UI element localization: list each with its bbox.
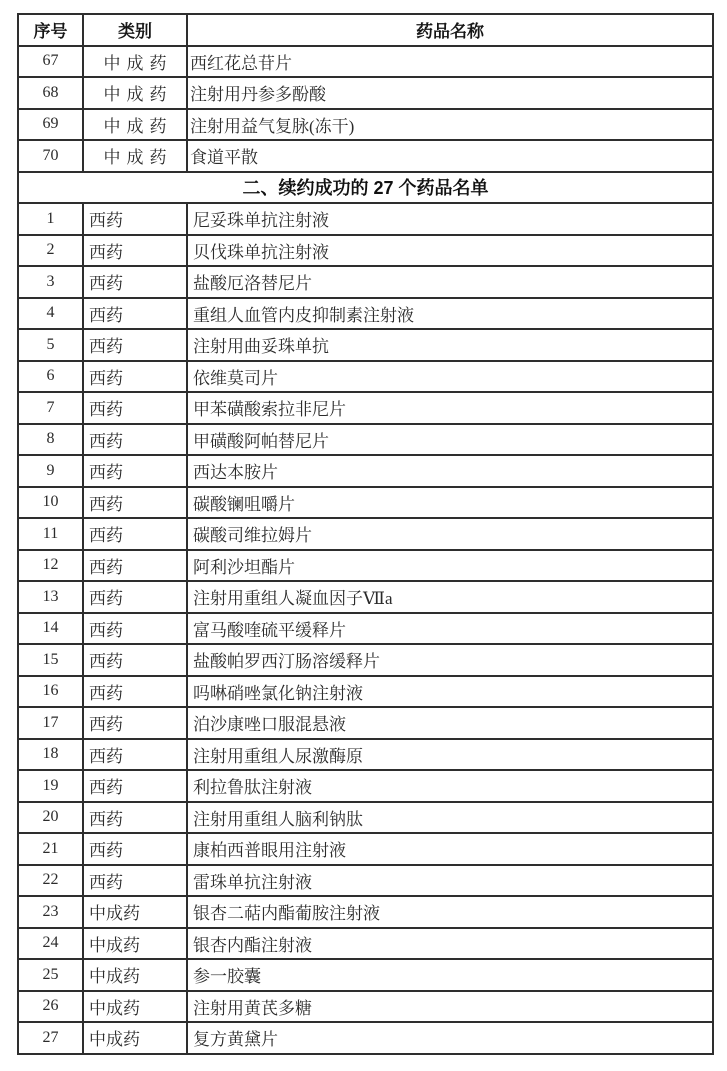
row-drug-name: 利拉鲁肽注射液 (187, 770, 713, 802)
row-drug-name: 西达本胺片 (187, 455, 713, 487)
row-no: 6 (18, 361, 83, 393)
row-category: 西药 (83, 235, 187, 267)
drug-list-table (17, 13, 714, 1055)
row-drug-name: 银杏二萜内酯葡胺注射液 (187, 896, 713, 928)
row-category: 西药 (83, 266, 187, 298)
row-no: 12 (18, 550, 83, 582)
row-drug-name: 贝伐珠单抗注射液 (187, 235, 713, 267)
row-no: 1 (18, 203, 83, 235)
row-drug-name: 西红花总苷片 (187, 46, 713, 78)
row-no: 3 (18, 266, 83, 298)
table-row (18, 518, 713, 550)
row-drug-name: 参一胶囊 (187, 959, 713, 991)
table-row (18, 928, 713, 960)
table-row (18, 266, 713, 298)
row-category: 中成药 (83, 928, 187, 960)
table-row (18, 46, 713, 78)
row-drug-name: 甲磺酸阿帕替尼片 (187, 424, 713, 456)
row-drug-name: 康柏西普眼用注射液 (187, 833, 713, 865)
row-no: 21 (18, 833, 83, 865)
table-row (18, 1022, 713, 1054)
header-row (18, 14, 713, 46)
table-row (18, 802, 713, 834)
row-category: 西药 (83, 581, 187, 613)
table-row (18, 739, 713, 771)
row-drug-name: 碳酸司维拉姆片 (187, 518, 713, 550)
row-drug-name: 注射用重组人尿激酶原 (187, 739, 713, 771)
row-no: 4 (18, 298, 83, 330)
row-drug-name: 注射用重组人凝血因子Ⅶa (187, 581, 713, 613)
table-row (18, 392, 713, 424)
table-row (18, 959, 713, 991)
table-row (18, 235, 713, 267)
table-row (18, 991, 713, 1023)
table-row (18, 203, 713, 235)
row-category: 西药 (83, 487, 187, 519)
row-category: 西药 (83, 392, 187, 424)
row-no: 2 (18, 235, 83, 267)
row-no: 11 (18, 518, 83, 550)
row-drug-name: 碳酸镧咀嚼片 (187, 487, 713, 519)
row-drug-name: 注射用曲妥珠单抗 (187, 329, 713, 361)
table-row (18, 298, 713, 330)
row-no: 24 (18, 928, 83, 960)
row-no: 5 (18, 329, 83, 361)
row-category: 西药 (83, 644, 187, 676)
row-no: 18 (18, 739, 83, 771)
row-no: 7 (18, 392, 83, 424)
section-title-row (18, 172, 713, 204)
table-row (18, 329, 713, 361)
section-title: 二、续约成功的 27 个药品名单 (18, 172, 713, 204)
table-row (18, 770, 713, 802)
row-category: 中成药 (83, 991, 187, 1023)
row-no: 14 (18, 613, 83, 645)
table-row (18, 676, 713, 708)
continued-rows-body (18, 46, 713, 172)
row-no: 19 (18, 770, 83, 802)
row-category: 西药 (83, 298, 187, 330)
row-category: 西药 (83, 455, 187, 487)
row-no: 16 (18, 676, 83, 708)
row-category: 西药 (83, 802, 187, 834)
section-title-body (18, 172, 713, 204)
col-header-no: 序号 (18, 14, 83, 46)
renewal-rows-body (18, 203, 713, 1054)
table-row (18, 109, 713, 141)
row-category: 西药 (83, 833, 187, 865)
table-row (18, 833, 713, 865)
row-no: 8 (18, 424, 83, 456)
row-drug-name: 注射用重组人脑利钠肽 (187, 802, 713, 834)
row-drug-name: 尼妥珠单抗注射液 (187, 203, 713, 235)
table-row (18, 707, 713, 739)
row-drug-name: 注射用丹参多酚酸 (187, 77, 713, 109)
row-category: 中成药 (83, 896, 187, 928)
row-category: 中成药 (83, 77, 187, 109)
row-no: 68 (18, 77, 83, 109)
row-category: 西药 (83, 518, 187, 550)
table-row (18, 424, 713, 456)
row-no: 26 (18, 991, 83, 1023)
row-category: 西药 (83, 676, 187, 708)
row-no: 69 (18, 109, 83, 141)
row-category: 西药 (83, 424, 187, 456)
row-category: 西药 (83, 203, 187, 235)
table-row (18, 361, 713, 393)
row-drug-name: 重组人血管内皮抑制素注射液 (187, 298, 713, 330)
row-drug-name: 盐酸厄洛替尼片 (187, 266, 713, 298)
row-drug-name: 阿利沙坦酯片 (187, 550, 713, 582)
table-row (18, 550, 713, 582)
table-row (18, 613, 713, 645)
row-no: 27 (18, 1022, 83, 1054)
row-category: 中成药 (83, 140, 187, 172)
table-row (18, 865, 713, 897)
col-header-category: 类别 (83, 14, 187, 46)
table-row (18, 140, 713, 172)
row-drug-name: 注射用益气复脉(冻干) (187, 109, 713, 141)
table-row (18, 77, 713, 109)
row-category: 西药 (83, 329, 187, 361)
table-row (18, 487, 713, 519)
row-drug-name: 盐酸帕罗西汀肠溶缓释片 (187, 644, 713, 676)
row-category: 西药 (83, 739, 187, 771)
row-drug-name: 依维莫司片 (187, 361, 713, 393)
row-category: 西药 (83, 613, 187, 645)
row-drug-name: 甲苯磺酸索拉非尼片 (187, 392, 713, 424)
row-drug-name: 雷珠单抗注射液 (187, 865, 713, 897)
row-drug-name: 注射用黄芪多糖 (187, 991, 713, 1023)
table-row (18, 455, 713, 487)
row-drug-name: 银杏内酯注射液 (187, 928, 713, 960)
row-no: 10 (18, 487, 83, 519)
row-category: 西药 (83, 550, 187, 582)
row-no: 17 (18, 707, 83, 739)
row-no: 23 (18, 896, 83, 928)
row-drug-name: 吗啉硝唑氯化钠注射液 (187, 676, 713, 708)
row-no: 70 (18, 140, 83, 172)
row-drug-name: 复方黄黛片 (187, 1022, 713, 1054)
table-row (18, 581, 713, 613)
row-no: 15 (18, 644, 83, 676)
row-category: 西药 (83, 865, 187, 897)
row-drug-name: 食道平散 (187, 140, 713, 172)
row-category: 西药 (83, 770, 187, 802)
row-no: 13 (18, 581, 83, 613)
row-drug-name: 泊沙康唑口服混悬液 (187, 707, 713, 739)
table-header (18, 14, 713, 46)
row-no: 9 (18, 455, 83, 487)
row-category: 中成药 (83, 46, 187, 78)
row-category: 中成药 (83, 1022, 187, 1054)
row-category: 中成药 (83, 109, 187, 141)
row-category: 西药 (83, 707, 187, 739)
row-no: 22 (18, 865, 83, 897)
col-header-drug-name: 药品名称 (187, 14, 713, 46)
table-row (18, 644, 713, 676)
row-category: 西药 (83, 361, 187, 393)
table-row (18, 896, 713, 928)
row-no: 67 (18, 46, 83, 78)
row-category: 中成药 (83, 959, 187, 991)
row-no: 25 (18, 959, 83, 991)
row-no: 20 (18, 802, 83, 834)
row-drug-name: 富马酸喹硫平缓释片 (187, 613, 713, 645)
